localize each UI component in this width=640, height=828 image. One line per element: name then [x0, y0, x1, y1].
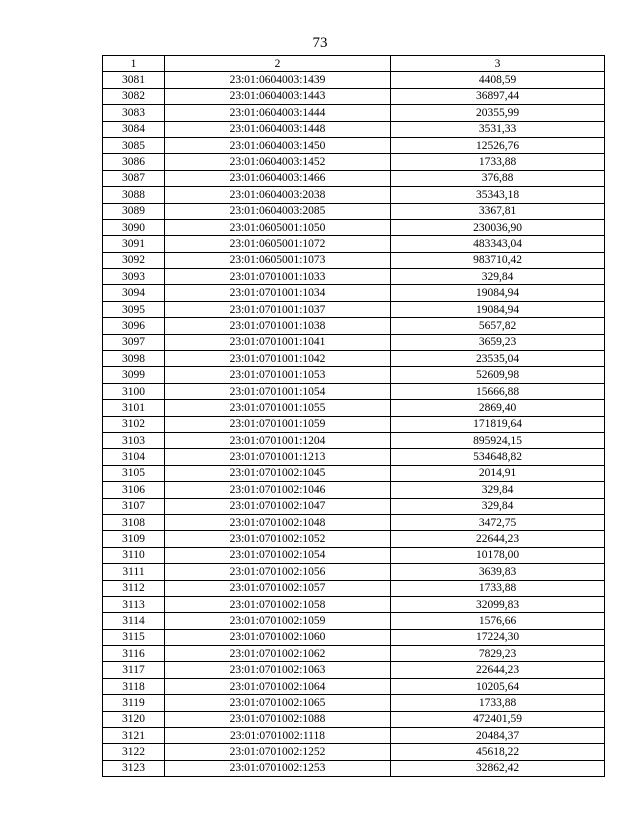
cadastral-number-cell: 23:01:0701001:1055 [165, 400, 391, 416]
cadastral-number-cell: 23:01:0701001:1041 [165, 334, 391, 350]
table-header [103, 56, 605, 72]
cadastral-number-cell: 23:01:0701002:1058 [165, 596, 391, 612]
row-number-cell: 3104 [103, 449, 165, 465]
row-number-cell: 3091 [103, 236, 165, 252]
value-cell: 534648,82 [391, 449, 605, 465]
value-cell: 171819,64 [391, 416, 605, 432]
cadastral-number-cell: 23:01:0604003:1448 [165, 121, 391, 137]
value-cell: 20484,37 [391, 728, 605, 744]
table-row [103, 187, 605, 203]
row-number-cell: 3108 [103, 514, 165, 530]
table-row [103, 596, 605, 612]
table-row [103, 646, 605, 662]
cadastral-number-cell: 23:01:0701002:1253 [165, 760, 391, 776]
table-row [103, 236, 605, 252]
value-cell: 329,84 [391, 269, 605, 285]
value-cell: 329,84 [391, 482, 605, 498]
row-number-cell: 3117 [103, 662, 165, 678]
table-row [103, 432, 605, 448]
page-number: 73 [312, 35, 328, 51]
table-row [103, 760, 605, 776]
cadastral-number-cell: 23:01:0701001:1038 [165, 318, 391, 334]
cadastral-number-cell: 23:01:0604003:1439 [165, 72, 391, 88]
value-cell: 4408,59 [391, 72, 605, 88]
cadastral-number-cell: 23:01:0605001:1072 [165, 236, 391, 252]
table-row [103, 170, 605, 186]
value-cell: 3472,75 [391, 514, 605, 530]
value-cell: 376,88 [391, 170, 605, 186]
cadastral-number-cell: 23:01:0701002:1048 [165, 514, 391, 530]
value-cell: 23535,04 [391, 351, 605, 367]
value-cell: 10205,64 [391, 678, 605, 694]
cadastral-number-cell: 23:01:0701002:1047 [165, 498, 391, 514]
cadastral-number-cell: 23:01:0701001:1059 [165, 416, 391, 432]
cadastral-number-cell: 23:01:0701002:1064 [165, 678, 391, 694]
row-number-cell: 3098 [103, 351, 165, 367]
value-cell: 10178,00 [391, 547, 605, 563]
table-row [103, 137, 605, 153]
row-number-cell: 3121 [103, 728, 165, 744]
cadastral-number-cell: 23:01:0701001:1037 [165, 301, 391, 317]
row-number-cell: 3116 [103, 646, 165, 662]
table-row [103, 547, 605, 563]
row-number-cell: 3093 [103, 269, 165, 285]
row-number-cell: 3109 [103, 531, 165, 547]
table-row [103, 564, 605, 580]
cadastral-number-cell: 23:01:0701002:1088 [165, 711, 391, 727]
value-cell: 472401,59 [391, 711, 605, 727]
cadastral-number-cell: 23:01:0701001:1204 [165, 432, 391, 448]
value-cell: 5657,82 [391, 318, 605, 334]
row-number-cell: 3114 [103, 613, 165, 629]
table-row [103, 334, 605, 350]
value-cell: 32099,83 [391, 596, 605, 612]
cadastral-number-cell: 23:01:0701001:1042 [165, 351, 391, 367]
table-row [103, 269, 605, 285]
table-row [103, 154, 605, 170]
table-row [103, 580, 605, 596]
value-cell: 36897,44 [391, 88, 605, 104]
value-cell: 32862,42 [391, 760, 605, 776]
value-cell: 1576,66 [391, 613, 605, 629]
value-cell: 35343,18 [391, 187, 605, 203]
header-col-3: 3 [391, 56, 605, 72]
row-number-cell: 3086 [103, 154, 165, 170]
value-cell: 20355,99 [391, 105, 605, 121]
cadastral-number-cell: 23:01:0701002:1046 [165, 482, 391, 498]
value-cell: 22644,23 [391, 662, 605, 678]
cadastral-number-cell: 23:01:0701002:1062 [165, 646, 391, 662]
row-number-cell: 3118 [103, 678, 165, 694]
row-number-cell: 3106 [103, 482, 165, 498]
row-number-cell: 3119 [103, 695, 165, 711]
row-number-cell: 3094 [103, 285, 165, 301]
cadastral-number-cell: 23:01:0701001:1213 [165, 449, 391, 465]
table-row [103, 351, 605, 367]
table-row [103, 695, 605, 711]
value-cell: 19084,94 [391, 285, 605, 301]
cadastral-number-cell: 23:01:0701002:1118 [165, 728, 391, 744]
table-row [103, 482, 605, 498]
row-number-cell: 3123 [103, 760, 165, 776]
row-number-cell: 3089 [103, 203, 165, 219]
table-row [103, 252, 605, 268]
row-number-cell: 3105 [103, 465, 165, 481]
value-cell: 1733,88 [391, 580, 605, 596]
table-row [103, 285, 605, 301]
cadastral-number-cell: 23:01:0701002:1057 [165, 580, 391, 596]
row-number-cell: 3102 [103, 416, 165, 432]
cadastral-number-cell: 23:01:0605001:1073 [165, 252, 391, 268]
value-cell: 3367,81 [391, 203, 605, 219]
row-number-cell: 3120 [103, 711, 165, 727]
row-number-cell: 3096 [103, 318, 165, 334]
value-cell: 3659,23 [391, 334, 605, 350]
table-row [103, 678, 605, 694]
table-row [103, 318, 605, 334]
cadastral-number-cell: 23:01:0701001:1034 [165, 285, 391, 301]
value-cell: 52609,98 [391, 367, 605, 383]
value-cell: 2014,91 [391, 465, 605, 481]
cadastral-number-cell: 23:01:0701002:1054 [165, 547, 391, 563]
value-cell: 230036,90 [391, 219, 605, 235]
row-number-cell: 3103 [103, 432, 165, 448]
cadastral-number-cell: 23:01:0604003:2085 [165, 203, 391, 219]
table-row [103, 367, 605, 383]
cadastral-number-cell: 23:01:0701002:1059 [165, 613, 391, 629]
row-number-cell: 3111 [103, 564, 165, 580]
value-cell: 22644,23 [391, 531, 605, 547]
table-row [103, 219, 605, 235]
cadastral-number-cell: 23:01:0701001:1033 [165, 269, 391, 285]
row-number-cell: 3083 [103, 105, 165, 121]
cadastral-number-cell: 23:01:0605001:1050 [165, 219, 391, 235]
row-number-cell: 3113 [103, 596, 165, 612]
cadastral-number-cell: 23:01:0604003:1443 [165, 88, 391, 104]
table-row [103, 465, 605, 481]
value-cell: 19084,94 [391, 301, 605, 317]
table-row [103, 514, 605, 530]
table-row [103, 400, 605, 416]
row-number-cell: 3092 [103, 252, 165, 268]
table-row [103, 498, 605, 514]
table-row [103, 613, 605, 629]
cadastral-number-cell: 23:01:0701001:1054 [165, 383, 391, 399]
row-number-cell: 3110 [103, 547, 165, 563]
row-number-cell: 3122 [103, 744, 165, 760]
value-cell: 895924,15 [391, 432, 605, 448]
table-row [103, 662, 605, 678]
header-row [103, 56, 605, 72]
table-row [103, 203, 605, 219]
table-row [103, 728, 605, 744]
row-number-cell: 3097 [103, 334, 165, 350]
table-row [103, 416, 605, 432]
value-cell: 1733,88 [391, 154, 605, 170]
cadastral-number-cell: 23:01:0604003:1452 [165, 154, 391, 170]
row-number-cell: 3081 [103, 72, 165, 88]
table-row [103, 88, 605, 104]
cadastral-number-cell: 23:01:0604003:2038 [165, 187, 391, 203]
cadastral-number-cell: 23:01:0604003:1466 [165, 170, 391, 186]
value-cell: 12526,76 [391, 137, 605, 153]
value-cell: 483343,04 [391, 236, 605, 252]
cadastral-table [102, 55, 605, 777]
row-number-cell: 3088 [103, 187, 165, 203]
value-cell: 983710,42 [391, 252, 605, 268]
table-row [103, 72, 605, 88]
cadastral-number-cell: 23:01:0701002:1056 [165, 564, 391, 580]
row-number-cell: 3115 [103, 629, 165, 645]
table-row [103, 301, 605, 317]
cadastral-number-cell: 23:01:0701002:1052 [165, 531, 391, 547]
cadastral-number-cell: 23:01:0701002:1063 [165, 662, 391, 678]
table-row [103, 629, 605, 645]
row-number-cell: 3085 [103, 137, 165, 153]
value-cell: 329,84 [391, 498, 605, 514]
table-row [103, 531, 605, 547]
value-cell: 15666,88 [391, 383, 605, 399]
row-number-cell: 3101 [103, 400, 165, 416]
value-cell: 3531,33 [391, 121, 605, 137]
cadastral-number-cell: 23:01:0701002:1045 [165, 465, 391, 481]
cadastral-number-cell: 23:01:0701002:1060 [165, 629, 391, 645]
row-number-cell: 3084 [103, 121, 165, 137]
table-row [103, 744, 605, 760]
value-cell: 45618,22 [391, 744, 605, 760]
row-number-cell: 3082 [103, 88, 165, 104]
row-number-cell: 3100 [103, 383, 165, 399]
row-number-cell: 3090 [103, 219, 165, 235]
header-col-1: 1 [103, 56, 165, 72]
value-cell: 2869,40 [391, 400, 605, 416]
cadastral-number-cell: 23:01:0701002:1065 [165, 695, 391, 711]
cadastral-number-cell: 23:01:0701001:1053 [165, 367, 391, 383]
value-cell: 17224,30 [391, 629, 605, 645]
cadastral-number-cell: 23:01:0604003:1450 [165, 137, 391, 153]
cadastral-number-cell: 23:01:0604003:1444 [165, 105, 391, 121]
table-row [103, 105, 605, 121]
row-number-cell: 3112 [103, 580, 165, 596]
row-number-cell: 3107 [103, 498, 165, 514]
value-cell: 7829,23 [391, 646, 605, 662]
header-col-2: 2 [165, 56, 391, 72]
table-row [103, 383, 605, 399]
value-cell: 1733,88 [391, 695, 605, 711]
table-row [103, 449, 605, 465]
value-cell: 3639,83 [391, 564, 605, 580]
row-number-cell: 3095 [103, 301, 165, 317]
cadastral-number-cell: 23:01:0701002:1252 [165, 744, 391, 760]
table-body [103, 72, 605, 777]
table-row [103, 121, 605, 137]
row-number-cell: 3099 [103, 367, 165, 383]
row-number-cell: 3087 [103, 170, 165, 186]
table-row [103, 711, 605, 727]
